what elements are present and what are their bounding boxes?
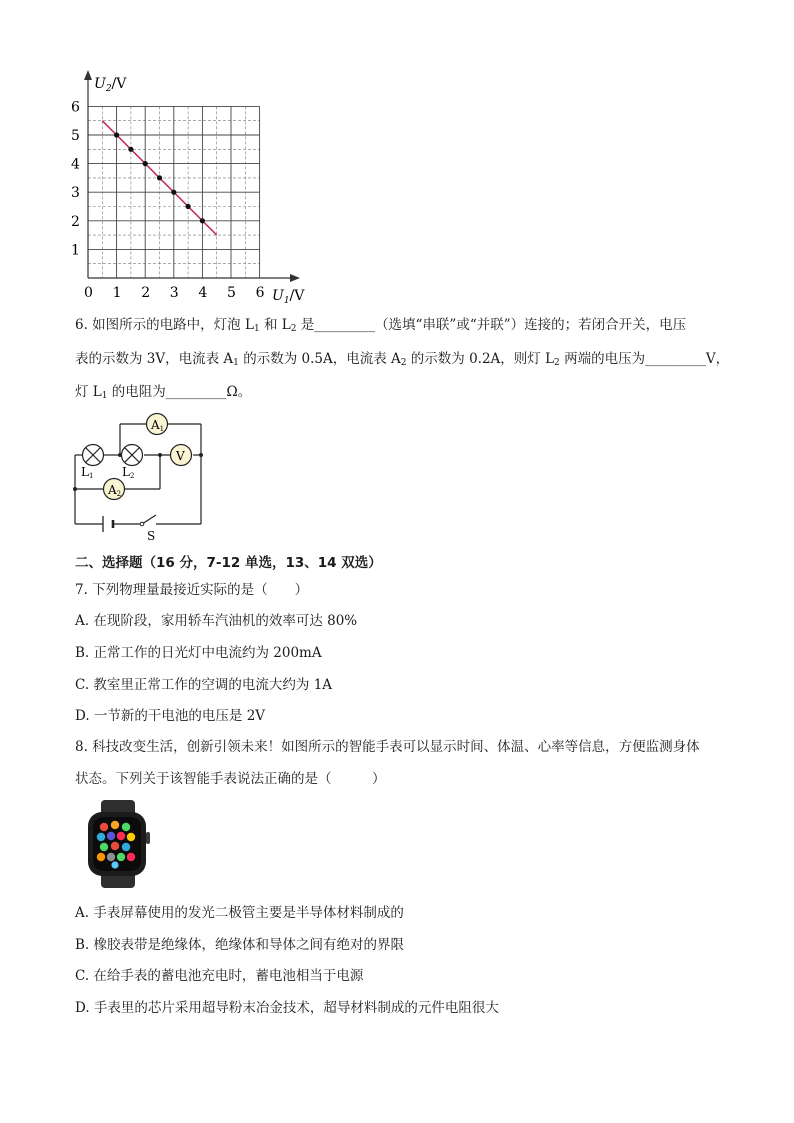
q7-stem: 7. 下列物理量最接近实际的是（ ） bbox=[75, 582, 309, 598]
y-tick-label: 2 bbox=[71, 213, 80, 230]
y-tick-label: 4 bbox=[71, 156, 80, 173]
x-tick-label: 0 bbox=[84, 285, 93, 301]
q7-option-c[interactable]: C. 教室里正常工作的空调的电流大约为 1A bbox=[75, 677, 333, 693]
data-point bbox=[128, 147, 133, 152]
x-tick-label: 4 bbox=[198, 285, 208, 301]
q6-line-3: 灯 $L_1$ 的电阻为_________Ω。 bbox=[75, 384, 252, 401]
data-point bbox=[171, 190, 176, 195]
q8-stem-line-1: 8. 科技改变生活，创新引领未来！如图所示的智能手表可以显示时间、体温、心率等信息，方便监测身体 bbox=[75, 739, 700, 755]
smartwatch-image bbox=[84, 800, 154, 888]
y-tick-label: 5 bbox=[71, 128, 80, 144]
circuit-diagram bbox=[62, 405, 222, 545]
ammeter-a1-label: A1 bbox=[151, 418, 165, 433]
q7-option-a[interactable]: A. 在现阶段，家用轿车汽油机的效率可达 80% bbox=[75, 613, 358, 629]
section-2-heading: 二、选择题（16 分，7-12 单选，13、14 双选） bbox=[75, 555, 382, 571]
q6-line-1: 6. 如图所示的电路中，灯泡 $L_1$ 和 $L_2$ 是_________（选填“串联”或“并联”）连接的；若闭合开关，电压 bbox=[75, 317, 687, 334]
data-point bbox=[186, 204, 191, 209]
answer-blank-2[interactable]: _________ bbox=[645, 351, 706, 367]
u1-u2-graph bbox=[60, 60, 320, 310]
lamp-l2-label: L2 bbox=[122, 465, 135, 480]
y-axis-label: $U_2/V$ bbox=[94, 76, 127, 94]
q8-stem-line-2: 状态。下列关于该智能手表说法正确的是（ ） bbox=[75, 771, 386, 787]
x-tick-label: 3 bbox=[169, 285, 179, 301]
tick-labels bbox=[71, 99, 265, 301]
q7-option-b[interactable]: B. 正常工作的日光灯中电流约为 200mA bbox=[75, 645, 322, 661]
data-point bbox=[143, 161, 148, 166]
x-tick-label: 1 bbox=[112, 285, 122, 301]
data-point bbox=[114, 132, 119, 137]
y-tick-label: 6 bbox=[71, 99, 80, 116]
q8-option-d[interactable]: D. 手表里的芯片采用超导粉末冶金技术，超导材料制成的元件电阻很大 bbox=[75, 1000, 499, 1016]
q6-line-2: 表的示数为 3V，电流表 $A_1$ 的示数为 0.5A，电流表 $A_2$ 的示数为 0.2A，则灯 $L_2$ 两端的电压为_________V， bbox=[75, 351, 730, 368]
y-tick-label: 3 bbox=[71, 185, 80, 202]
answer-blank-1[interactable]: _________ bbox=[314, 317, 376, 333]
ammeter-a2-label: A2 bbox=[108, 483, 122, 498]
x-tick-label: 6 bbox=[255, 285, 265, 301]
answer-blank-3[interactable]: _________ bbox=[165, 384, 227, 400]
switch-s-icon bbox=[142, 515, 156, 524]
y-tick-label: 1 bbox=[71, 242, 80, 259]
switch-s-label: S bbox=[147, 529, 156, 543]
q8-option-c[interactable]: C. 在给手表的蓄电池充电时，蓄电池相当于电源 bbox=[75, 968, 364, 984]
voltmeter-label: V bbox=[176, 449, 185, 463]
data-point bbox=[200, 218, 205, 223]
x-tick-label: 5 bbox=[227, 285, 236, 301]
data-point bbox=[157, 175, 162, 180]
x-tick-label: 2 bbox=[141, 285, 151, 301]
q7-option-d[interactable]: D. 一节新的干电池的电压是 2V bbox=[75, 708, 266, 724]
x-axis-label: $U_1/V$ bbox=[272, 288, 305, 306]
q8-option-a[interactable]: A. 手表屏幕使用的发光二极管主要是半导体材料制成的 bbox=[75, 905, 404, 921]
x-axis-arrow bbox=[290, 274, 300, 282]
y-axis-arrow bbox=[84, 70, 92, 80]
q8-option-b[interactable]: B. 橡胶表带是绝缘体，绝缘体和导体之间有绝对的界限 bbox=[75, 937, 405, 953]
lamp-l1-label: L1 bbox=[81, 465, 94, 480]
